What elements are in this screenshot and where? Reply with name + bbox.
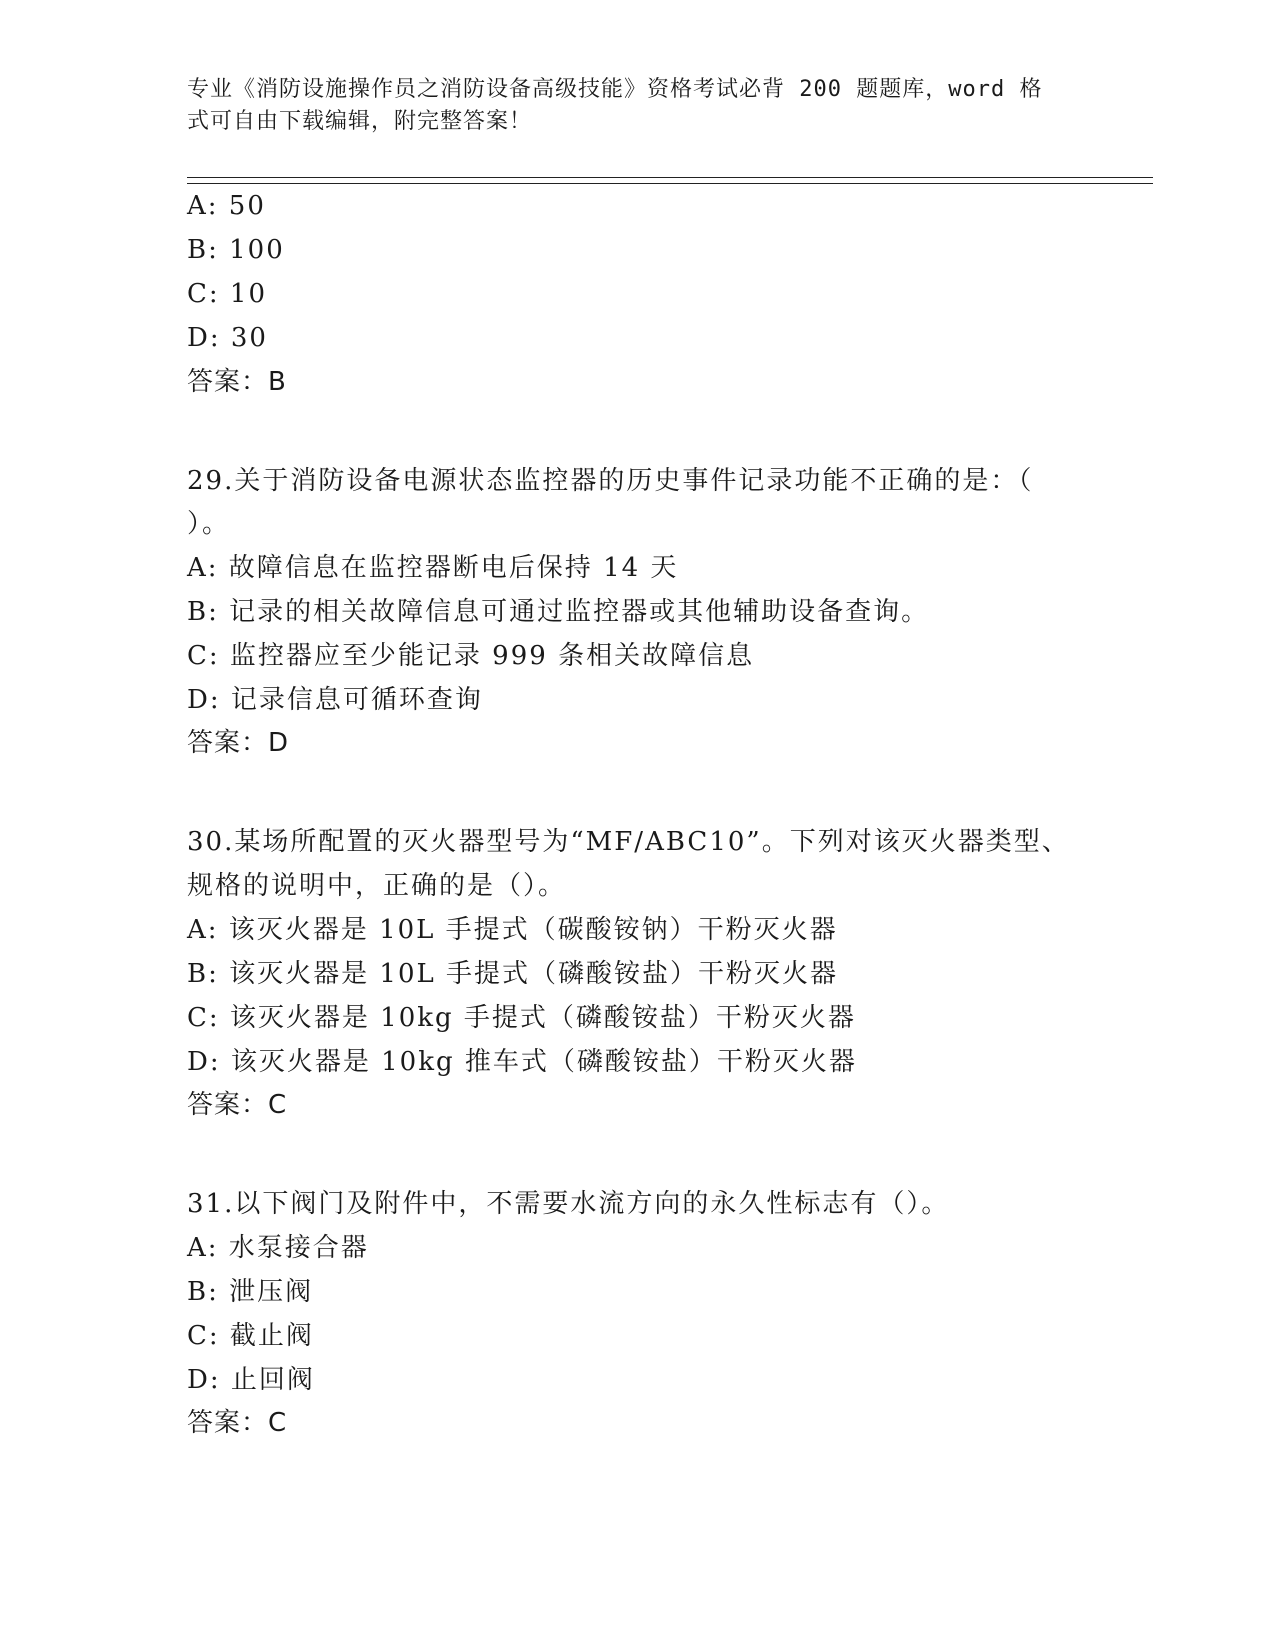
- q30-option-d: D: 该灭火器是 10kg 推车式（磷酸铵盐）干粉灭火器: [187, 1047, 857, 1077]
- q29-answer: 答案：D: [187, 728, 290, 758]
- q28-option-b: B: 100: [187, 235, 285, 265]
- q28-answer: 答案：B: [187, 367, 287, 397]
- q28-option-c: C: 10: [187, 279, 268, 309]
- q30-stem-line-2: 规格的说明中，正确的是（）。: [187, 871, 567, 901]
- q31-option-c: C: 截止阀: [187, 1321, 314, 1351]
- q31-stem-line-1: 31.以下阀门及附件中，不需要水流方向的永久性标志有（）。: [187, 1189, 950, 1219]
- header-rule-bottom: [187, 183, 1153, 184]
- q30-option-b: B: 该灭火器是 10L 手提式（磷酸铵盐）干粉灭火器: [187, 959, 839, 989]
- q29-stem-line-2: ）。: [187, 509, 231, 539]
- q30-option-a: A: 该灭火器是 10L 手提式（碳酸铵钠）干粉灭火器: [187, 915, 838, 945]
- header-rule-top: [187, 177, 1153, 178]
- q30-option-c: C: 该灭火器是 10kg 手提式（磷酸铵盐）干粉灭火器: [187, 1003, 856, 1033]
- q28-option-a: A: 50: [187, 191, 266, 221]
- q29-option-a: A: 故障信息在监控器断电后保持 14 天: [187, 553, 679, 583]
- q31-option-a: A: 水泵接合器: [187, 1233, 369, 1263]
- document-header: [187, 74, 1067, 138]
- header-line-1: 专业《消防设施操作员之消防设备高级技能》资格考试必背 200 题题库，word 格: [187, 77, 1043, 102]
- q30-answer: 答案：C: [187, 1090, 288, 1120]
- q29-option-d: D: 记录信息可循环查询: [187, 685, 483, 715]
- q28-option-d: D: 30: [187, 323, 268, 353]
- header-line-2: 式可自由下载编辑，附完整答案！: [187, 109, 533, 134]
- q29-stem-line-1: 29.关于消防设备电源状态监控器的历史事件记录功能不正确的是：（: [187, 466, 1034, 496]
- q29-option-c: C: 监控器应至少能记录 999 条相关故障信息: [187, 641, 755, 671]
- q30-stem-line-1: 30.某场所配置的灭火器型号为“MF/ABC10”。下列对该灭火器类型、: [187, 827, 1070, 857]
- q29-option-b: B: 记录的相关故障信息可通过监控器或其他辅助设备查询。: [187, 597, 930, 627]
- q31-option-b: B: 泄压阀: [187, 1277, 314, 1307]
- q31-answer: 答案：C: [187, 1408, 288, 1438]
- q31-option-d: D: 止回阀: [187, 1365, 315, 1395]
